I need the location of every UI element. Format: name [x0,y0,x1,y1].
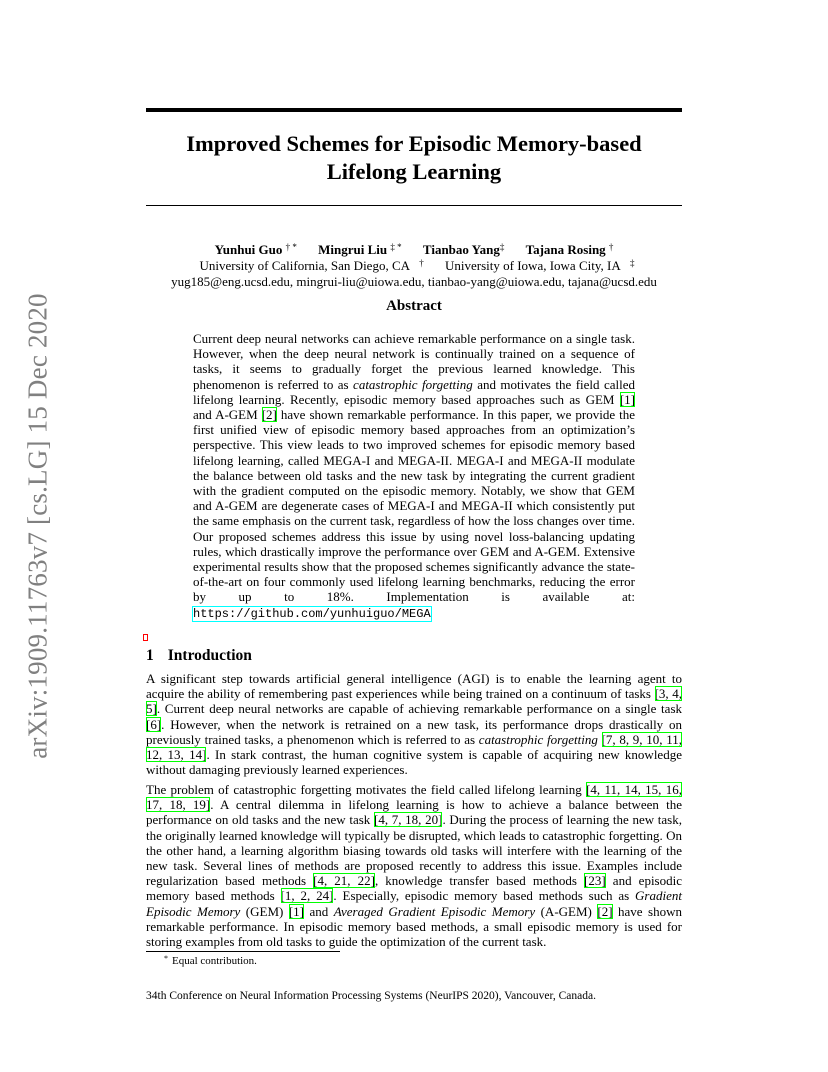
author-names [100,242,728,258]
affiliations [100,258,728,274]
affiliation: University of Iowa, Iowa City, IA ‡ [445,258,635,273]
annotation-marker [143,634,148,641]
footnote: * Equal contribution. [164,954,257,967]
intro-paragraph-1: A significant step towards artificial general intelligence (AGI) is to enable the learning agent to acquire the ability of remembering past experiences while being trained on a continuum of tasks [3, 4, 5]. Current deep neural networks are capable of achieving remarkable performance on a single task [6]. However, when the network is retrained on a new task, its performance drops drastically on previously trained tasks, a phenomenon which is referred to as catastrophic forgetting [7, 8, 9, 10, 11, 12, 13, 14]. In stark contrast, the human cognitive system is capable of acquiring new knowledge without damaging previously learned experiences. [146,671,682,778]
author-emails: yug185@eng.ucsd.edu, mingrui-liu@uiowa.edu, tianbao-yang@uiowa.edu, tajana@ucsd.edu [171,274,657,289]
arxiv-sidebar [24,286,52,766]
author: Mingrui Liu ‡ * [318,242,402,257]
title-top-rule [146,108,682,112]
author: Yunhui Guo † * [214,242,297,257]
github-link[interactable]: https://github.com/yunhuiguo/MEGA [193,606,431,621]
citation-link[interactable]: [1, 2, 24] [280,888,334,904]
citation-link[interactable]: [2] [261,407,277,423]
affiliation: University of California, San Diego, CA † [199,258,424,273]
intro-paragraph-2: The problem of catastrophic forgetting motivates the field called lifelong learning [4, 11, 14, 15, 16, 17, 18, 19]. A central dilemma in lifelong learning is how to achieve a balance between the performance on old tasks and the new task [4, 7, 18, 20]. During the process of learning the new task, the originally learned knowledge will typically be disrupted, which leads to catastrophic forgetting. On the other hand, a learning algorithm biasing towards old tasks will interfere with the learning of the new task. Several lines of methods are proposed recently to address this issue. Examples include regularization based methods [4, 21, 22], knowledge transfer based methods [23] and episodic memory based methods [1, 2, 24]. Especially, episodic memory based methods such as Gradient Episodic Memory (GEM) [1] and Averaged Gradient Episodic Memory (A-GEM) [2] have shown remarkable performance. In episodic memory based methods, a small episodic memory is used for storing examples from old tasks to guide the optimization of the current task. [146,782,683,950]
title-bottom-rule [146,205,682,206]
citation-link[interactable]: [4, 7, 18, 20] [373,812,443,828]
arxiv-id[interactable]: arXiv:1909.11763v7 [cs.LG] 15 Dec 2020 [22,293,53,759]
citation-link[interactable]: [4, 21, 22] [313,873,375,889]
section-heading-introduction: 1 Introduction [146,647,252,664]
title-line-1: Improved Schemes for Episodic Memory-based [186,131,642,156]
footnote-rule [146,951,340,952]
author-block [100,242,728,290]
citation-link[interactable]: [23] [584,873,606,889]
title-line-2: Lifelong Learning [326,159,502,184]
abstract-body: Current deep neural networks can achieve remarkable performance on a single task. However, when the deep neural network is continually trained on a sequence of tasks, it seems to gradually forget the previous learned knowledge. This phenomenon is referred to as catastrophic forgetting and motivates the field called lifelong learning. Recently, episodic memory based approaches such as GEM [1] and A-GEM [2] have shown remarkable performance. In this paper, we provide the first unified view of episodic memory based approaches from an optimization’s perspective. This view leads to two improved schemes for episodic memory based lifelong learning, called MEGA-I and MEGA-II. MEGA-I and MEGA-II modulate the balance between old tasks and the new task by integrating the current gradient with the gradient computed on the episodic memory. Notably, we show that GEM and A-GEM are degenerate cases of MEGA-I and MEGA-II which consistently put the same emphasis on the current task, regardless of how the loss changes over time. Our proposed schemes address this issue by using novel loss-balancing updating rules, which drastically improve the performance over GEM and A-GEM. Extensive experimental results show that the proposed schemes significantly advance the state-of-the-art on four commonly used lifelong learning benchmarks, reducing the error by up to 18%. Implementation is available at: https://github.com/yunhuiguo/MEGA [193,331,636,621]
paper-title [146,130,682,186]
citation-link[interactable]: [1] [288,903,305,919]
citation-link[interactable]: [2] [597,903,613,919]
citation-link[interactable]: [3, 4, 5] [146,686,682,717]
citation-link[interactable]: [6] [146,716,162,732]
citation-link[interactable]: [4, 11, 14, 15, 16, 17, 18, 19] [146,782,682,813]
abstract-heading: Abstract [386,298,442,314]
conference-footer: 34th Conference on Neural Information Processing Systems (NeurIPS 2020), Vancouver, Canada. [146,990,596,1002]
citation-link[interactable]: [1] [619,391,635,407]
author: Tianbao Yang‡ [422,242,505,257]
citation-link[interactable]: [7, 8, 9, 10, 11, 12, 13, 14] [146,731,682,763]
author: Tajana Rosing † [525,242,614,257]
